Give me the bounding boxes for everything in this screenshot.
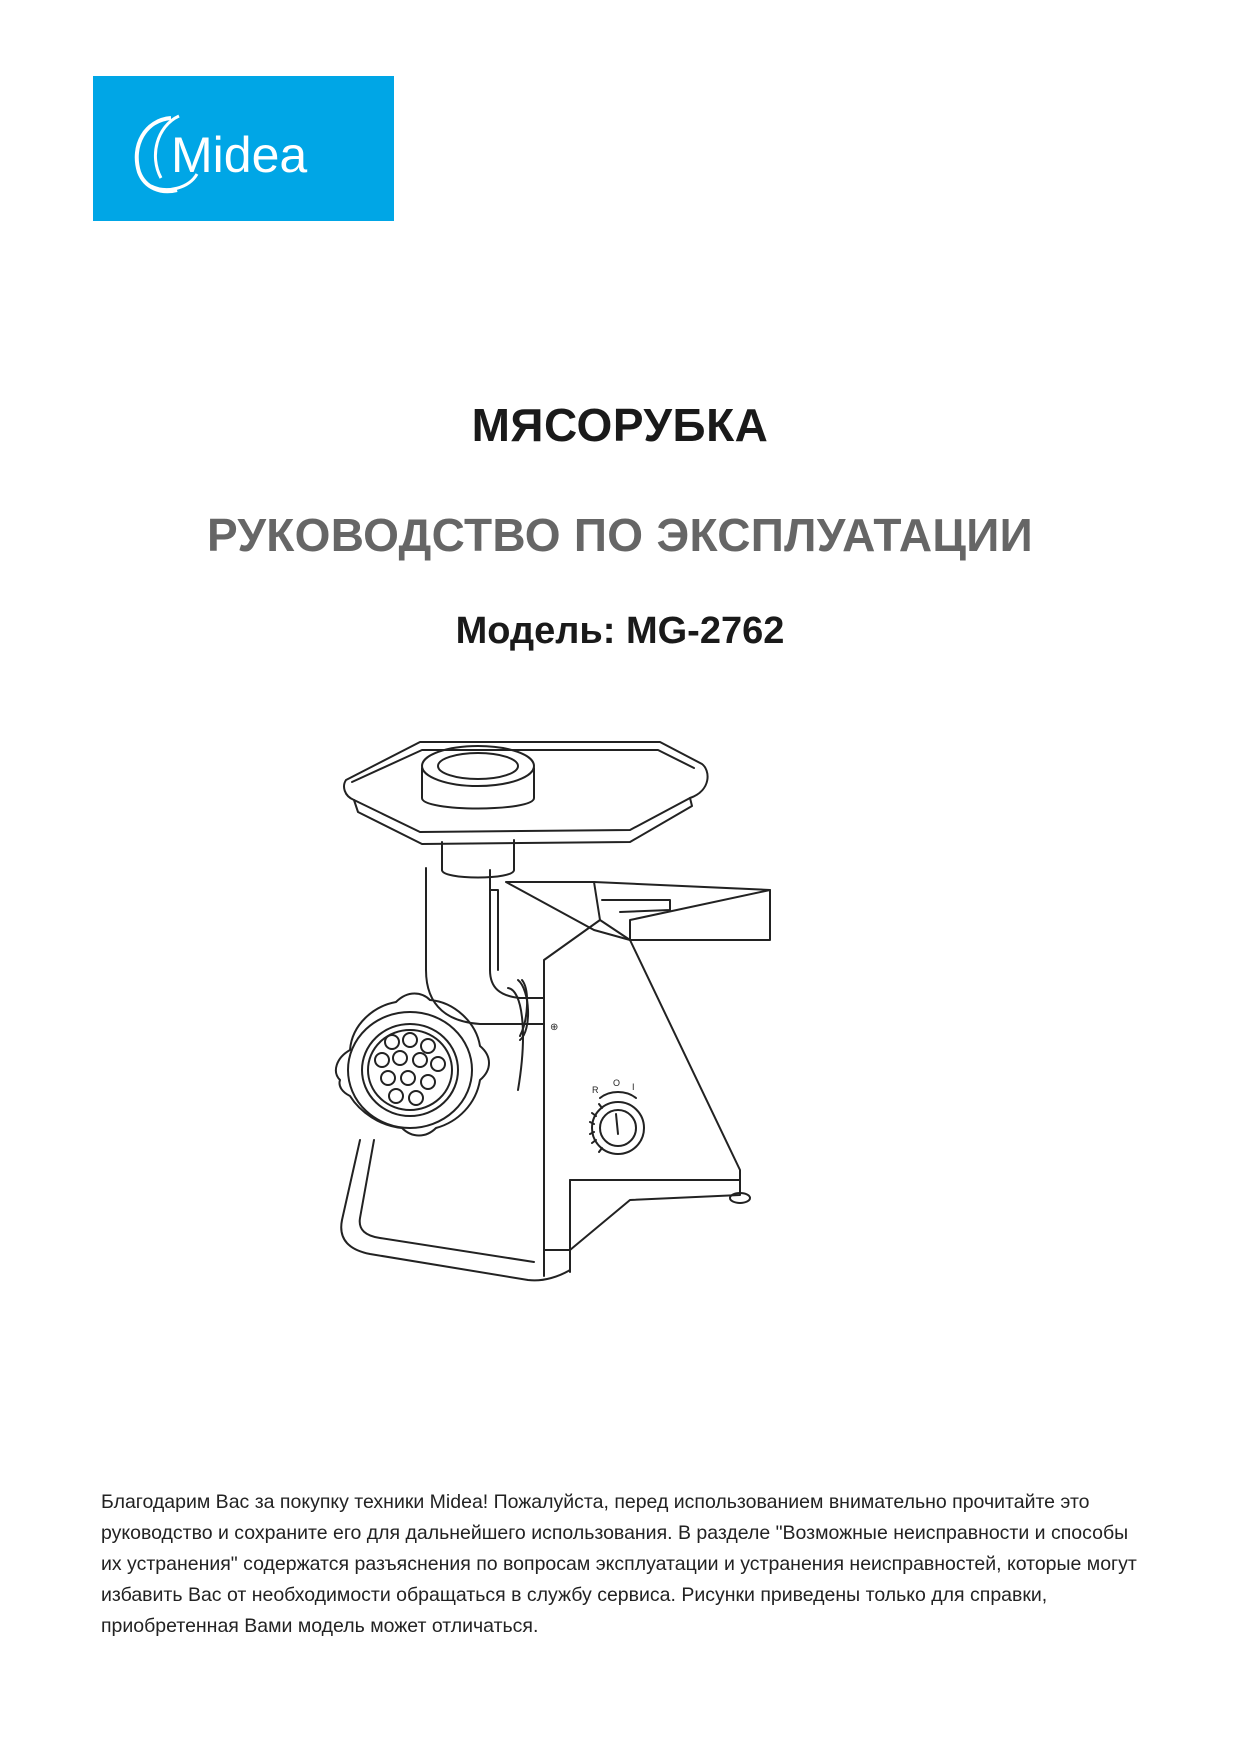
- meat-grinder-illustration: [330, 740, 910, 1400]
- intro-paragraph: Благодарим Вас за покупку техники Midea! Пожалуйста, перед использованием внимательно прочитайте это руководство и сохраните его для дальнейшего использования. В разделе "Возможные неисправности и способы их устранения" содержатся разъяснения по вопросам эксплуатации и устранения неисправностей, которые могут избавить Вас от необходимости обращаться в службу сервиса. Рисунки приведены только для справки, приобретенная Вами модель может отличаться.: [101, 1491, 1137, 1637]
- svg-text:⊕: ⊕: [550, 1022, 559, 1033]
- midea-logo: [93, 76, 394, 221]
- product-title: МЯСОРУБКА: [471, 399, 769, 451]
- midea-logo-icon: [93, 76, 394, 221]
- switch-label-i: I: [632, 1082, 635, 1092]
- manual-subtitle: РУКОВОДСТВО ПО ЭКСПЛУАТАЦИИ: [206, 509, 1034, 561]
- logo-wordmark: Midea: [171, 127, 308, 183]
- model-number: Модель: MG-2762: [455, 610, 785, 652]
- switch-label-r: R: [592, 1085, 599, 1095]
- switch-label-o: O: [613, 1078, 621, 1088]
